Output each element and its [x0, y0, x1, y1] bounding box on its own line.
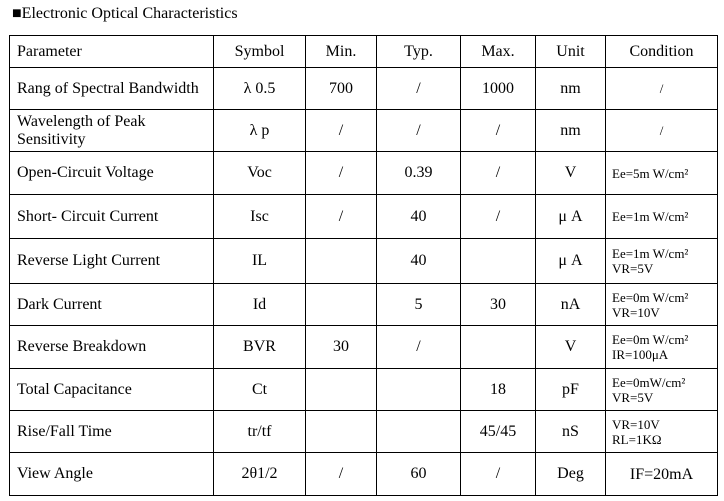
header-parameter: Parameter	[10, 36, 214, 68]
cell-max: /	[461, 453, 536, 496]
cell-parameter: Dark Current	[10, 284, 214, 326]
cell-typ: 5	[377, 284, 461, 326]
cell-max: /	[461, 152, 536, 195]
cell-symbol: Ct	[214, 369, 306, 411]
condition-line-1: /	[659, 81, 664, 96]
cell-typ: 40	[377, 195, 461, 239]
cell-symbol: 2θ1/2	[214, 453, 306, 496]
cell-symbol: λ 0.5	[214, 68, 306, 110]
cell-parameter: Rang of Spectral Bandwidth	[10, 68, 214, 110]
cell-max: /	[461, 195, 536, 239]
table-row	[10, 284, 718, 326]
cell-parameter: View Angle	[10, 453, 214, 496]
cell-min: /	[306, 152, 377, 195]
condition-line-1: VR=10V	[612, 416, 660, 432]
condition-line-2: RL=1KΩ	[612, 431, 662, 447]
cell-min: /	[306, 110, 377, 152]
cell-condition	[606, 411, 718, 453]
condition-line-1: Ee=0m W/cm²	[612, 332, 689, 347]
cell-min: /	[306, 453, 377, 496]
cell-symbol: λ p	[214, 110, 306, 152]
cell-unit: μ A	[536, 195, 606, 239]
condition-line-2: VR=10V	[612, 304, 660, 320]
cell-typ	[377, 411, 461, 453]
cell-typ: /	[377, 110, 461, 152]
table-row	[10, 411, 718, 453]
cell-min: 700	[306, 68, 377, 110]
header-typ: Typ.	[377, 36, 461, 68]
cell-symbol: Isc	[214, 195, 306, 239]
cell-max	[461, 326, 536, 369]
cell-symbol: Id	[214, 284, 306, 326]
cell-typ	[377, 369, 461, 411]
condition-line-1: Ee=0m W/cm²	[612, 289, 689, 305]
cell-condition	[606, 195, 718, 239]
cell-min	[306, 369, 377, 411]
cell-symbol: tr/tf	[214, 411, 306, 453]
table-row	[10, 369, 718, 411]
cell-unit: V	[536, 152, 606, 195]
cell-condition	[606, 239, 718, 284]
table-row	[10, 453, 718, 496]
condition-line-1: Ee=1m W/cm²	[612, 246, 689, 261]
table-header-row	[10, 36, 718, 68]
cell-parameter: Short- Circuit Current	[10, 195, 214, 239]
table-row	[10, 195, 718, 239]
cell-symbol: IL	[214, 239, 306, 284]
cell-typ: 60	[377, 453, 461, 496]
cell-max: /	[461, 110, 536, 152]
cell-unit: nS	[536, 411, 606, 453]
table-row	[10, 68, 718, 110]
cell-condition	[606, 453, 718, 496]
cell-min: 30	[306, 326, 377, 369]
cell-min: /	[306, 195, 377, 239]
cell-parameter: Reverse Light Current	[10, 239, 214, 284]
header-condition: Condition	[606, 36, 718, 68]
cell-max: 30	[461, 284, 536, 326]
section-title: ■Electronic Optical Characteristics	[12, 5, 238, 22]
cell-unit: V	[536, 326, 606, 369]
cell-unit: μ A	[536, 239, 606, 284]
cell-condition	[606, 110, 718, 152]
cell-unit: pF	[536, 369, 606, 411]
cell-condition	[606, 284, 718, 326]
cell-condition	[606, 152, 718, 195]
cell-parameter: Open-Circuit Voltage	[10, 152, 214, 195]
cell-unit: nm	[536, 110, 606, 152]
cell-parameter: Total Capacitance	[10, 369, 214, 411]
condition-line-1: Ee=1m W/cm²	[612, 209, 689, 224]
condition-line-2: VR=5V	[612, 389, 654, 405]
condition-line-1: /	[659, 123, 664, 138]
cell-typ: 40	[377, 239, 461, 284]
cell-unit: Deg	[536, 453, 606, 496]
cell-unit: nA	[536, 284, 606, 326]
header-min: Min.	[306, 36, 377, 68]
cell-min	[306, 411, 377, 453]
cell-typ: /	[377, 326, 461, 369]
condition-line-1: Ee=0mW/cm²	[612, 374, 686, 390]
table-row	[10, 326, 718, 369]
cell-max	[461, 239, 536, 284]
cell-condition	[606, 68, 718, 110]
condition-line-2: IR=100μA	[612, 347, 669, 362]
header-unit: Unit	[536, 36, 606, 68]
table-row	[10, 239, 718, 284]
header-symbol: Symbol	[214, 36, 306, 68]
cell-typ: 0.39	[377, 152, 461, 195]
cell-typ: /	[377, 68, 461, 110]
cell-symbol: Voc	[214, 152, 306, 195]
cell-max: 45/45	[461, 411, 536, 453]
header-max: Max.	[461, 36, 536, 68]
cell-parameter: Reverse Breakdown	[10, 326, 214, 369]
cell-max: 1000	[461, 68, 536, 110]
cell-condition	[606, 326, 718, 369]
cell-min	[306, 239, 377, 284]
cell-symbol: BVR	[214, 326, 306, 369]
cell-min	[306, 284, 377, 326]
cell-condition	[606, 369, 718, 411]
cell-parameter: Wavelength of Peak Sensitivity	[10, 110, 214, 152]
cell-parameter: Rise/Fall Time	[10, 411, 214, 453]
cell-max: 18	[461, 369, 536, 411]
table-row	[10, 110, 718, 152]
condition-line-1: IF=20mA	[629, 465, 694, 483]
condition-line-1: Ee=5m W/cm²	[612, 165, 689, 181]
cell-unit: nm	[536, 68, 606, 110]
table-row	[10, 152, 718, 195]
optical-characteristics-table	[9, 35, 718, 496]
condition-line-2: VR=5V	[612, 261, 654, 276]
